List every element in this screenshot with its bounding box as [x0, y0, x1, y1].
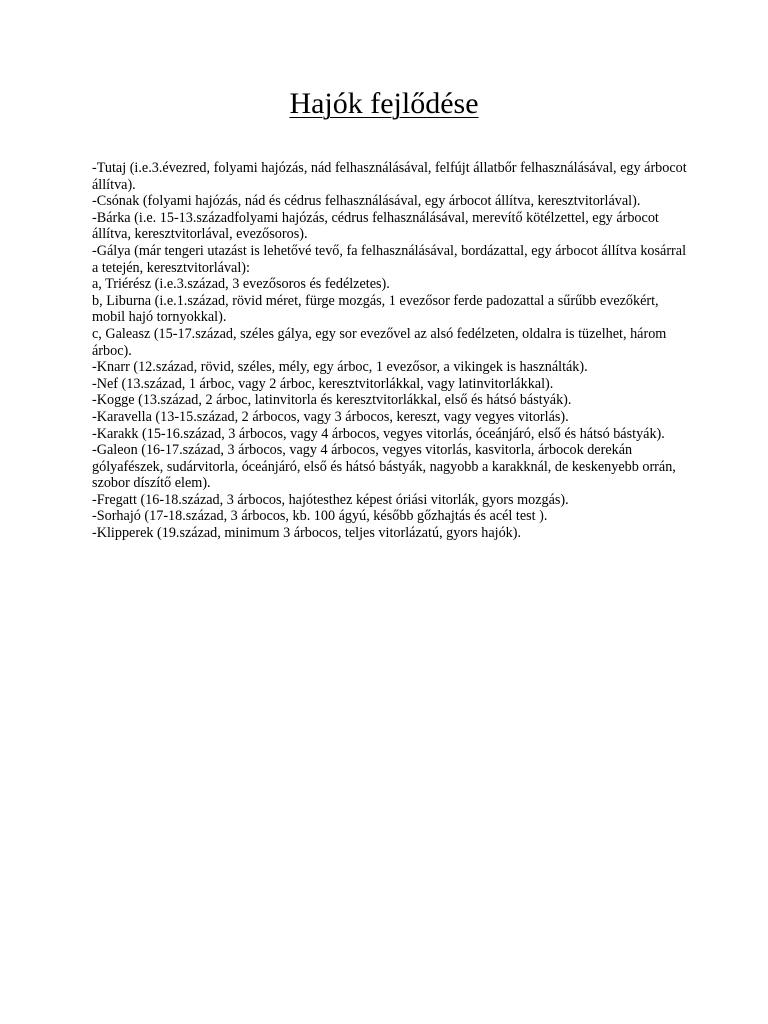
paragraph-galeasz: c, Galeasz (15-17.század, széles gálya, egy sor evezővel az alsó fedélzeten, oldalra is tüzelhet, három árboc).	[92, 325, 667, 359]
paragraph-nef: -Nef (13.század, 1 árboc, vagy 2 árboc, keresztvitorlákkal, vagy latinvitorlákkal).	[92, 375, 554, 392]
paragraph-barka: -Bárka (i.e. 15-13.századfolyami hajózás, cédrus felhasználásával, merevítő kötélzettel, egy árbocot állítva, keresztvitorlával, evezősoros).	[92, 209, 659, 243]
paragraph-tutaj: -Tutaj (i.e.3.évezred, folyami hajózás, nád felhasználásával, felfújt állatbőr felhasználásával, egy árbocot állítva).	[92, 160, 687, 193]
page-title: Hajók fejlődése	[289, 87, 479, 120]
paragraph-sorhajo: -Sorhajó (17-18.század, 3 árbocos, kb. 100 ágyú, később gőzhajtás és acél test ).	[92, 508, 548, 525]
document-body	[92, 160, 692, 542]
paragraph-fregatt: -Fregatt (16-18.század, 3 árbocos, hajótesthez képest óriási vitorlák, gyors mozgás).	[92, 491, 569, 508]
paragraph-kogge: -Kogge (13.század, 2 árboc, latinvitorla és keresztvitorlákkal, első és hátsó bástyák).	[92, 392, 572, 409]
paragraph-karakk: -Karakk (15-16.század, 3 árbocos, vagy 4 árbocos, vegyes vitorlás, óceánjáró, első és hátsó bástyák).	[92, 425, 665, 442]
paragraph-csonak: -Csónak (folyami hajózás, nád és cédrus felhasználásával, egy árbocot állítva, keresztvitorlával).	[92, 193, 641, 210]
paragraph-knarr: -Knarr (12.század, rövid, széles, mély, egy árboc, 1 evezősor, a vikingek is használták).	[92, 359, 588, 376]
paragraph-galeon: -Galeon (16-17.század, 3 árbocos, vagy 4 árbocos, vegyes vitorlás, kasvitorla, árbocok derekán gólyafészek, sudárvitorla, óceánjáró, első és hátsó bástyák, nagyobb a karakknál, de keskenyebb orrán, szobor díszítő elem).	[92, 442, 676, 492]
paragraph-liburna: b, Liburna (i.e.1.század, rövid méret, fürge mozgás, 1 evezősor ferde padozattal a sűrűbb evezőkért, mobil hajó tornyokkal).	[92, 292, 659, 326]
paragraph-trieresz: a, Triérész (i.e.3.század, 3 evezősoros és fedélzetes).	[92, 276, 390, 293]
paragraph-klipperek: -Klipperek (19.század, minimum 3 árbocos, teljes vitorlázatú, gyors hajók).	[92, 525, 522, 542]
paragraph-galya: -Gálya (már tengeri utazást is lehetővé tevő, fa felhasználásával, bordázattal, egy árbocot állítva kosárral a tetején, keresztvitorlával):	[92, 242, 687, 276]
paragraph-karavella: -Karavella (13-15.század, 2 árbocos, vagy 3 árbocos, kereszt, vagy vegyes vitorlás).	[92, 408, 569, 425]
